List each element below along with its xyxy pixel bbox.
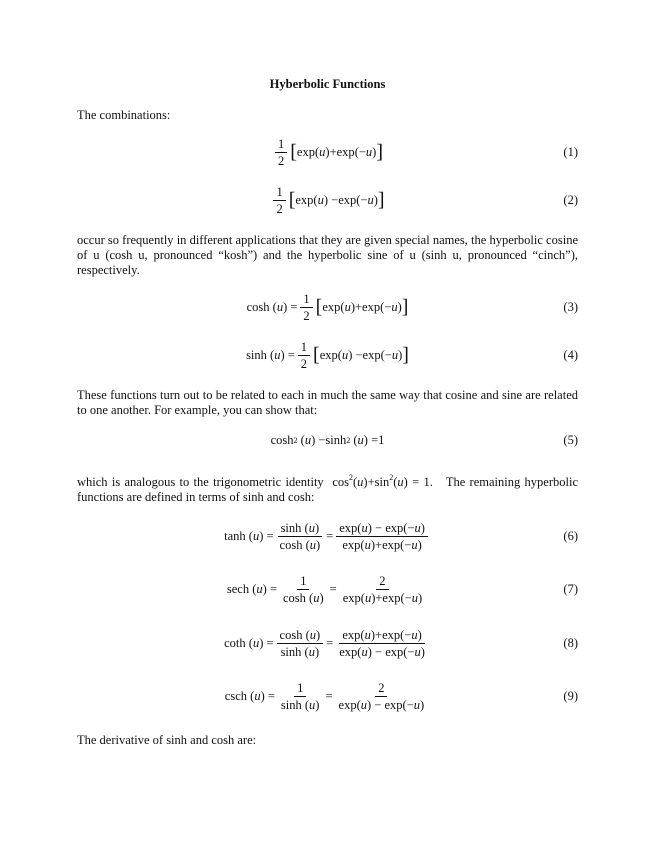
equation-9: csch ( u ) = $\frac{1}{\sinh (u)}$ = $\frac{2}{\exp(u) - \exp(-u)}$ (9) <box>224 680 578 712</box>
equation-number: (4) <box>563 347 578 362</box>
equation-3: cosh ( u ) = $\frac{1}{2}$ [ exp ( u )+ exp (− u ) ] (3) <box>246 291 578 323</box>
equation-5: cosh 2 ( u ) − sinh 2 ( u ) = 1 (5) <box>270 432 578 447</box>
equation-number: (9) <box>563 688 578 703</box>
equation-number: (7) <box>563 581 578 596</box>
equation-6: tanh ( u ) = $\frac{\sinh (u)}{\cosh (u)}$ = $\frac{\exp(u) - \exp(-u)}{\exp(u)+\exp(-u)}$ (6) <box>224 520 578 552</box>
equation-1: $\frac{1}{2}$ [ exp ( u )+ exp (− u ) ] (1) <box>0 132 655 172</box>
equation-8: coth ( u ) = $\frac{\cosh (u)}{\sinh (u)}$ = $\frac{\exp(u)+\exp(-u)}{\exp(u) - \exp(-u)}$ (8) <box>224 627 578 659</box>
equation-number: (6) <box>563 528 578 543</box>
equation-4: sinh ( u ) = $\frac{1}{2}$ [ exp ( u ) − exp (− u ) ] (4) <box>246 339 578 371</box>
paragraph-1: occur so frequently in different applications that they are given special names, the hyperbolic cosine of u (cosh u, pronounced “kosh”) and the hyperbolic sine of u (sinh u, pronounced “cinch”), respectively. <box>77 233 578 277</box>
intro-text: The combinations: <box>77 108 171 122</box>
equation-2: $\frac{1}{2}$ [ exp ( u ) − exp (− u ) ] (2) <box>0 180 655 220</box>
equation-number: (1) <box>563 144 578 159</box>
equation-number: (5) <box>563 432 578 447</box>
inline-identity: $\cos^2(u)+\sin^2(u) = 1$. <box>332 473 433 489</box>
paragraph-2: These functions turn out to be related to each in much the same way that cosine and sine are related to one another. For example, you can show that: <box>77 388 578 417</box>
equation-7: sech ( u ) = $\frac{1}{\cosh (u)}$ = $\frac{2}{\exp(u)+\exp(-u)}$ (7) <box>226 573 578 605</box>
equation-number: (2) <box>563 192 578 207</box>
equation-number: (3) <box>563 299 578 314</box>
paragraph-4: The derivative of sinh and cosh are: <box>77 733 257 747</box>
page-title: Hyberbolic Functions <box>269 77 386 91</box>
paragraph-3: which is analogous to the trigonometric identity $\cos^2(u)+\sin^2(u) = 1$. The remaining hyperbolic functions are defined in terms of sinh and cosh: <box>77 473 579 504</box>
equation-number: (8) <box>563 635 578 650</box>
